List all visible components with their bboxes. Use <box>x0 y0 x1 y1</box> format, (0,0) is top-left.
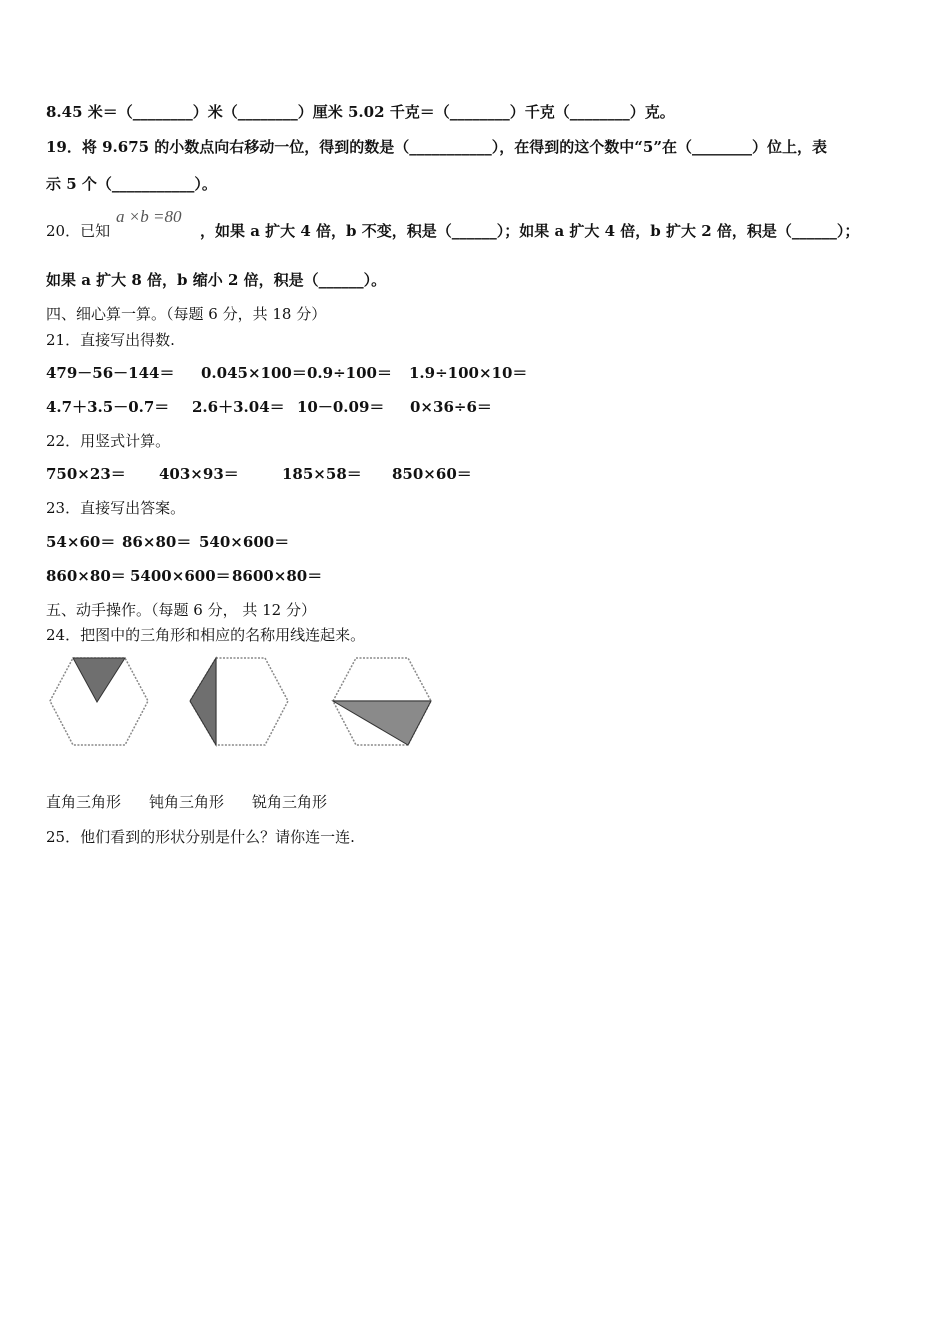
q21-title: 21．直接写出得数. <box>46 331 175 349</box>
q23-row2 <box>46 566 322 586</box>
triangle-name-obtuse: 钝角三角形 <box>149 793 225 811</box>
hexagon-figure-1 <box>46 654 152 750</box>
q23-item: 54×60＝ <box>46 533 116 551</box>
hexagon-figures <box>46 654 446 754</box>
q22-item: 403×93＝ <box>159 465 239 483</box>
q24-title: 24．把图中的三角形和相应的名称用线连起来。 <box>46 626 366 644</box>
shaded-triangle-1 <box>73 658 125 702</box>
q21-item: 0×36÷6＝ <box>410 398 492 416</box>
q21-item: 0.9÷100＝ <box>307 364 392 382</box>
q19-line2: 示 5 个（___________）。 <box>46 175 217 193</box>
q21-row2 <box>46 397 492 417</box>
q23-item: 860×80＝ <box>46 567 126 585</box>
q23-title: 23．直接写出答案。 <box>46 499 186 517</box>
q22-item: 850×60＝ <box>392 465 472 483</box>
q21-item: 4.7＋3.5－0.7＝ <box>46 398 170 416</box>
q20-prefix: 20．已知 <box>46 222 111 240</box>
q21-item: 10－0.09＝ <box>297 398 385 416</box>
q18-conversion-line: 8.45 米＝（________）米（________）厘米 5.02 千克＝（________）千克（________）克。 <box>46 103 675 121</box>
q22-title: 22．用竖式计算。 <box>46 432 171 450</box>
shaded-triangle-3 <box>333 701 431 745</box>
q20-line1-rest: ，如果 a 扩大 4 倍，b 不变，积是（______）；如果 a 扩大 4 倍，b 扩大 2 倍，积是（______）； <box>200 222 860 240</box>
q23-item: 86×80＝ <box>122 533 192 551</box>
hexagon-figure-2 <box>186 654 292 750</box>
triangle-name-acute: 锐角三角形 <box>252 793 328 811</box>
hexagon-figure-3 <box>329 654 435 750</box>
q23-item: 540×600＝ <box>199 533 290 551</box>
q21-item: 479－56－144＝ <box>46 364 175 382</box>
q23-item: 5400×600＝ <box>130 567 231 585</box>
shaded-triangle-2 <box>190 658 216 745</box>
q19-line1: 19．将 9.675 的小数点向右移动一位，得到的数是（___________），在得到的这个数中“5”在（________）位上，表 <box>46 138 827 156</box>
q20-formula: a ×b =80 <box>116 207 182 226</box>
q25-title: 25．他们看到的形状分别是什么？请你连一连. <box>46 828 355 846</box>
section5-title: 五、动手操作。（每题 6 分， 共 12 分） <box>46 601 316 619</box>
q22-row1 <box>46 464 472 484</box>
q22-item: 185×58＝ <box>282 465 362 483</box>
q23-item: 8600×80＝ <box>232 567 323 585</box>
q21-item: 0.045×100＝ <box>201 364 307 382</box>
triangle-names-row <box>46 792 355 812</box>
q21-row1 <box>46 363 527 383</box>
triangle-name-right: 直角三角形 <box>46 793 122 811</box>
q21-item: 2.6＋3.04＝ <box>192 398 285 416</box>
q22-item: 750×23＝ <box>46 465 126 483</box>
section4-title: 四、细心算一算。（每题 6 分，共 18 分） <box>46 305 327 323</box>
q20-line2: 如果 a 扩大 8 倍，b 缩小 2 倍，积是（______）。 <box>46 271 387 289</box>
q23-row1 <box>46 532 289 552</box>
q21-item: 1.9÷100×10＝ <box>409 364 528 382</box>
